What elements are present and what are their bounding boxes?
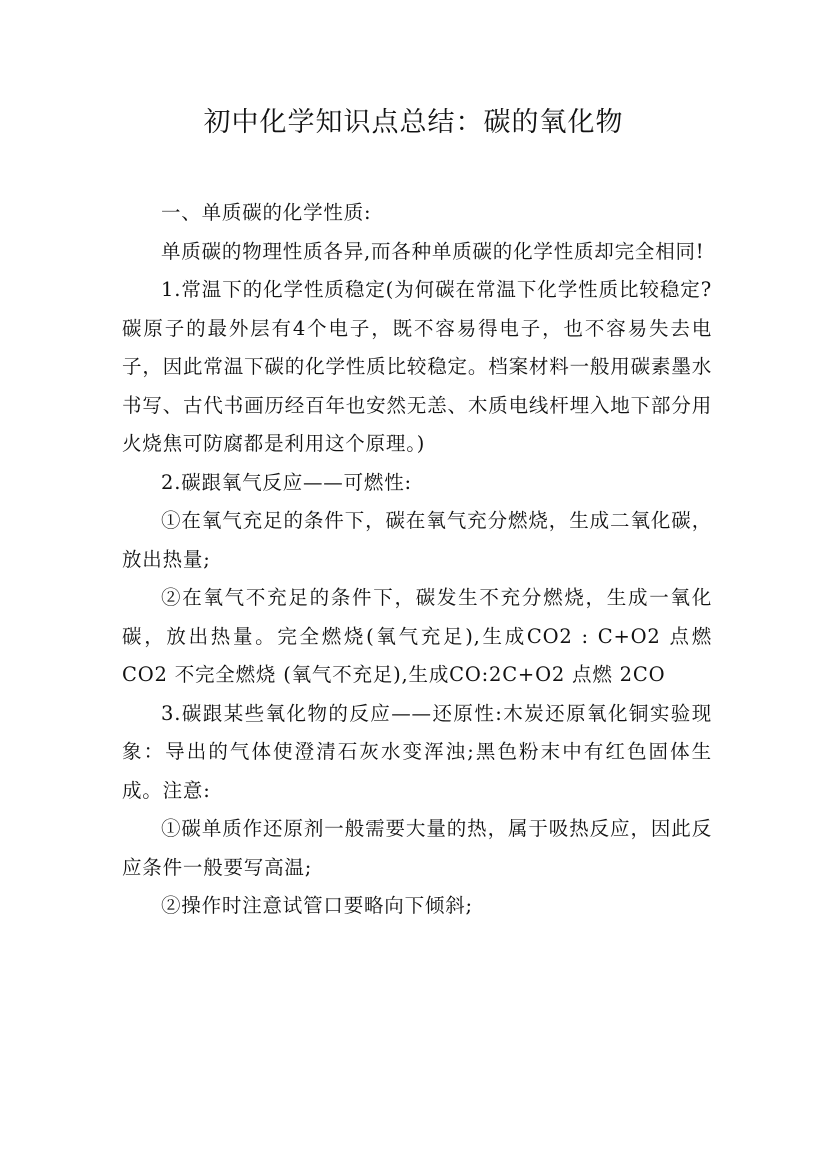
paragraph-incomplete-combustion: ②在氧气不充足的条件下，碳发生不充分燃烧，生成一氧化碳，放出热量。完全燃烧(氧气充足),生成CO2 : C+O2 点燃 CO2 不完全燃烧 (氧气不充足),生成CO:2C+O2 点燃 2CO — [122, 586, 712, 686]
document-title: 初中化学知识点总结：碳的氧化物 — [203, 107, 624, 138]
paragraph-intro: 单质碳的物理性质各异,而各种单质碳的化学性质却完全相同! — [161, 239, 705, 263]
paragraph-combustion-heading: 2.碳跟氧气反应——可燃性: — [161, 470, 412, 494]
paragraph-stability: 1.常温下的化学性质稳定(为何碳在常温下化学性质比较稳定?碳原子的最外层有4个电子，既不容易得电子，也不容易失去电子，因此常温下碳的化学性质比较稳定。档案材料一般用碳素墨水书写、古代书画历经百年也安然无恙、木质电线杆埋入地下部分用火烧焦可防腐都是利用这个原理。) — [122, 278, 712, 455]
paragraph-note-1: ①碳单质作还原剂一般需要大量的热，属于吸热反应，因此反应条件一般要写高温; — [122, 817, 712, 879]
document-body — [122, 194, 712, 926]
paragraph-reduction: 3.碳跟某些氧化物的反应——还原性:木炭还原氧化铜实验现象：导出的气体使澄清石灰水变浑浊;黑色粉末中有红色固体生成。注意: — [122, 701, 712, 802]
paragraph-note-2: ②操作时注意试管口要略向下倾斜; — [161, 894, 473, 917]
paragraph-complete-combustion: ①在氧气充足的条件下，碳在氧气充分燃烧，生成二氧化碳，放出热量; — [122, 509, 712, 571]
paragraph-section-heading: 一、单质碳的化学性质: — [161, 201, 372, 224]
